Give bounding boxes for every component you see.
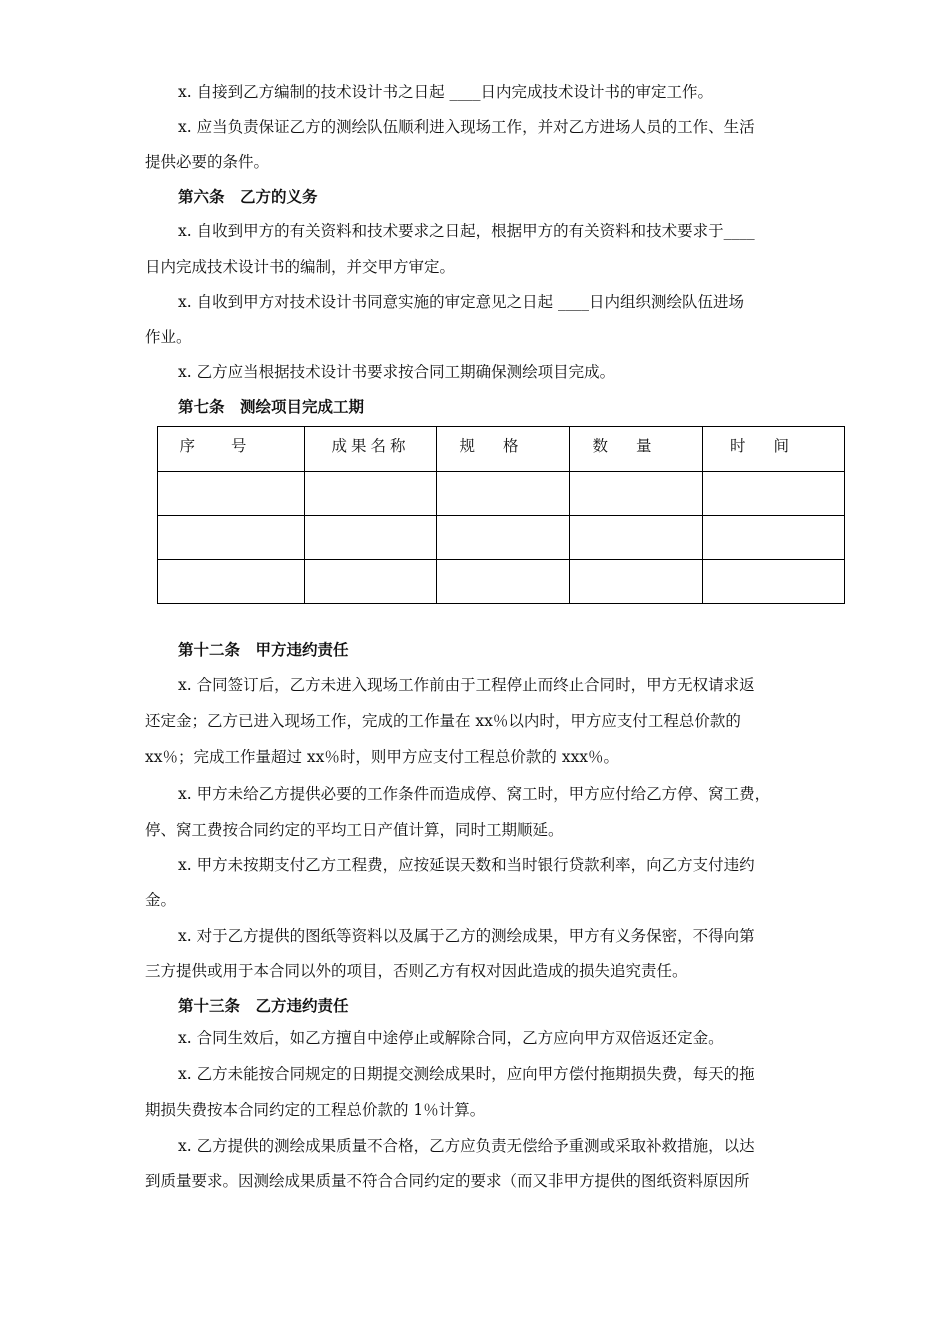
table-header-row [158,427,845,472]
table-row [158,560,845,604]
table-cell [158,472,305,516]
header-serial-number: 序号 [158,427,305,472]
table-cell [703,516,845,560]
header-quantity: 数量 [570,427,703,472]
section12-item2-line2: 停、窝工费按合同约定的平均工日产值计算，同时工期顺延。 [145,821,564,839]
table-cell [305,516,437,560]
table-cell [437,472,570,516]
section13-item2-line1: x. 乙方未能按合同规定的日期提交测绘成果时，应向甲方偿付拖期损失费，每天的拖 [178,1065,755,1083]
section12-item3-line2: 金。 [145,891,177,909]
table-cell [158,516,305,560]
section12-item1-line2: 还定金；乙方已进入现场工作，完成的工作量在 xx％以内时，甲方应支付工程总价款的 [145,712,741,730]
section6-title: 第六条 乙方的义务 [178,187,318,206]
section12-item2-line1: x. 甲方未给乙方提供必要的工作条件而造成停、窝工时，甲方应付给乙方停、窝工费， [178,785,771,803]
section5-item4-line2: 提供必要的条件。 [145,153,270,171]
section13-item2-line2: 期损失费按本合同约定的工程总价款的 1％计算。 [145,1101,486,1119]
table-cell [305,472,437,516]
header-specification: 规格 [437,427,570,472]
section13-item3-line2: 到质量要求。因测绘成果质量不符合合同约定的要求（而又非甲方提供的图纸资料原因所 [145,1172,750,1190]
table-row [158,472,845,516]
section13-item1: x. 合同生效后，如乙方擅自中途停止或解除合同，乙方应向甲方双倍返还定金。 [178,1029,724,1047]
table-cell [437,560,570,604]
section12-item4-line2: 三方提供或用于本合同以外的项目，否则乙方有权对因此造成的损失追究责任。 [145,962,688,980]
section12-item1-line1: x. 合同签订后，乙方未进入现场工作前由于工程停止而终止合同时，甲方无权请求返 [178,676,755,694]
section12-item1-line3: xx％；完成工作量超过 xx％时，则甲方应支付工程总价款的 xxx％。 [145,748,620,766]
section5-item3: x. 自接到乙方编制的技术设计书之日起 ____日内完成技术设计书的审定工作。 [178,83,714,101]
section13-title: 第十三条 乙方违约责任 [178,996,349,1015]
header-result-name: 成果名称 [305,427,437,472]
table-cell [703,560,845,604]
section6-item2-line1: x. 自收到甲方对技术设计书同意实施的审定意见之日起 ____日内组织测绘队伍进场 [178,293,745,311]
table-cell [570,516,703,560]
section13-item3-line1: x. 乙方提供的测绘成果质量不合格，乙方应负责无偿给予重测或采取补救措施，以达 [178,1137,755,1155]
section6-item1-line2: 日内完成技术设计书的编制，并交甲方审定。 [145,258,456,276]
table-cell [305,560,437,604]
section5-item4-line1: x. 应当负责保证乙方的测绘队伍顺利进入现场工作，并对乙方进场人员的工作、生活 [178,118,755,136]
section7-title: 第七条 测绘项目完成工期 [178,397,365,416]
section12-item3-line1: x. 甲方未按期支付乙方工程费，应按延误天数和当时银行贷款利率，向乙方支付违约 [178,856,755,874]
section12-item4-line1: x. 对于乙方提供的图纸等资料以及属于乙方的测绘成果，甲方有义务保密，不得向第 [178,927,755,945]
section6-item3: x. 乙方应当根据技术设计书要求按合同工期确保测绘项目完成。 [178,363,616,381]
table-cell [570,560,703,604]
header-time: 时间 [703,427,845,472]
table-cell [570,472,703,516]
table-cell [437,516,570,560]
section12-title: 第十二条 甲方违约责任 [178,640,349,659]
completion-schedule-table [157,426,845,604]
table-row [158,516,845,560]
table-cell [158,560,305,604]
section6-item2-line2: 作业。 [145,328,192,346]
table-cell [703,472,845,516]
section6-item1-line1: x. 自收到甲方的有关资料和技术要求之日起，根据甲方的有关资料和技术要求于____ [178,222,755,240]
